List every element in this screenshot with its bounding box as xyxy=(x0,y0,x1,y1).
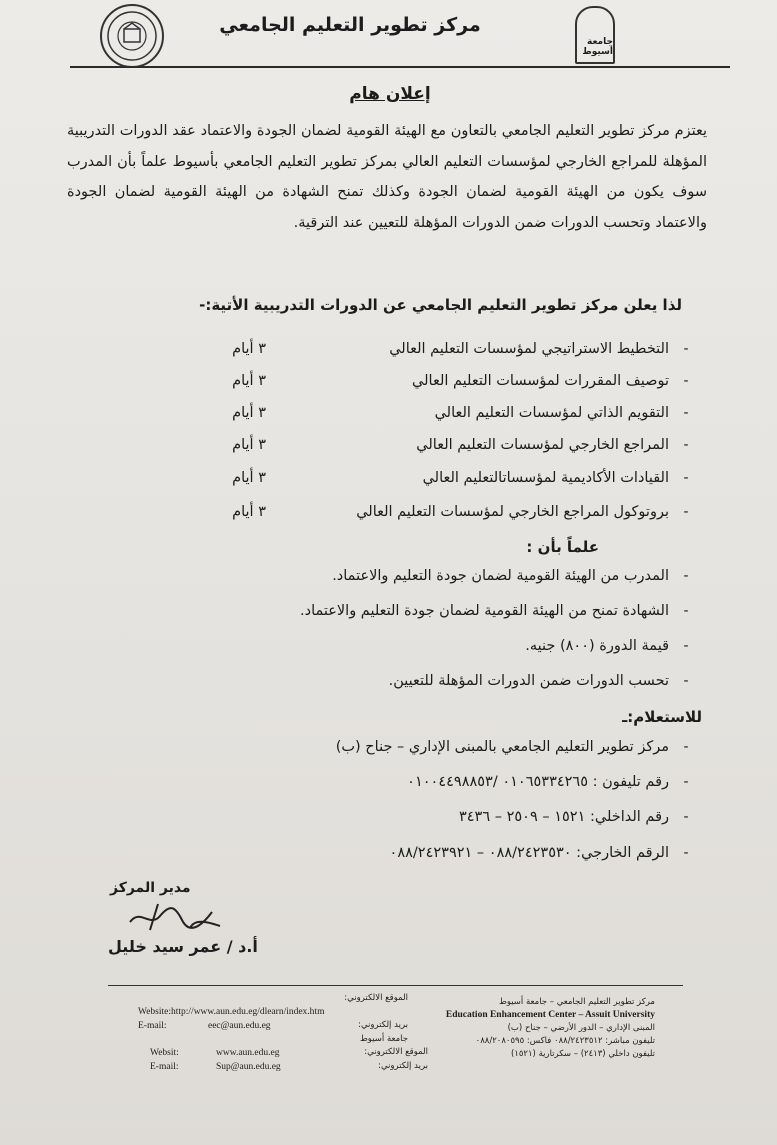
signatory-name: أ.د / عمر سيد خليل xyxy=(108,937,258,956)
bullet-dash: - xyxy=(683,673,689,689)
bullet-dash: - xyxy=(683,504,689,520)
bullet-dash: - xyxy=(683,809,689,825)
bullet-dash: - xyxy=(683,341,689,357)
bullet-dash: - xyxy=(683,845,689,861)
bullet-dash: - xyxy=(683,739,689,755)
footer-email-link[interactable]: eec@aun.edu.eg xyxy=(208,1021,271,1031)
course-name: التقويم الذاتي لمؤسسات التعليم العالي xyxy=(434,405,669,421)
notes-heading: علماً بأن : xyxy=(526,538,599,556)
note-text: المدرب من الهيئة القومية لضمان جودة التعليم والاعتماد. xyxy=(332,568,669,584)
footer-divider xyxy=(108,985,683,986)
course-days: ٣ أيام xyxy=(232,504,266,520)
university-seal-icon xyxy=(100,4,164,68)
footer-email2-link[interactable]: Sup@aun.edu.eg xyxy=(216,1062,281,1072)
footer-email2-row xyxy=(138,1060,428,1074)
bullet-dash: - xyxy=(683,437,689,453)
logo-text: جامعة أسيوط xyxy=(582,37,613,57)
course-name: التخطيط الاستراتيجي لمؤسسات التعليم العالي xyxy=(389,341,669,357)
course-days: ٣ أيام xyxy=(232,405,266,421)
header-title: مركز تطوير التعليم الجامعي xyxy=(219,14,481,36)
header-divider xyxy=(70,66,730,68)
footer-label-website2: الموقع الالكتروني: xyxy=(364,1047,428,1057)
inquiry-heading: للاستعلام:ـ xyxy=(622,708,702,726)
bullet-dash: - xyxy=(683,568,689,584)
footer-phone-fax: تليفون مباشر: ٠٨٨/٢٤٢٣٥١٢ فاكس: ٠٨٨/٢٠٨٠٥٩٥ xyxy=(475,1036,655,1046)
footer-center-name-en: Education Enhancement Center – Assuit University xyxy=(445,1010,655,1020)
course-name: القيادات الأكاديمية لمؤسساتالتعليم العالي xyxy=(422,470,669,486)
course-name: توصيف المقررات لمؤسسات التعليم العالي xyxy=(412,373,669,389)
bullet-dash: - xyxy=(683,774,689,790)
footer-email-label: E-mail: xyxy=(138,1021,167,1031)
course-days: ٣ أيام xyxy=(232,341,266,357)
bullet-dash: - xyxy=(683,638,689,654)
footer-center-name: مركز تطوير التعليم الجامعي – جامعة أسيوط xyxy=(498,997,655,1007)
course-days: ٣ أيام xyxy=(232,437,266,453)
inquiry-text: رقم الداخلي: ١٥٢١ – ٢٥٠٩ – ٣٤٣٦ xyxy=(458,809,669,825)
inquiry-text: رقم تليفون : ٠١٠٦٥٣٣٤٢٦٥ /٠١٠٠٤٤٩٨٨٥٣ xyxy=(407,774,669,790)
footer-left-block xyxy=(138,992,428,1074)
footer-label-email: بريد إلكتروني: xyxy=(358,1020,408,1030)
footer-website2-label: Websit: xyxy=(150,1048,179,1058)
handwritten-signature xyxy=(120,898,240,938)
footer-email-row xyxy=(138,1019,428,1033)
inquiry-text: مركز تطوير التعليم الجامعي بالمبنى الإداري – جناح (ب) xyxy=(335,739,669,755)
announcement-title: إعلان هام xyxy=(349,84,431,104)
course-name: المراجع الخارجي لمؤسسات التعليم العالي xyxy=(416,437,669,453)
footer-website2-row xyxy=(138,1046,428,1060)
footer-label-website: الموقع الالكتروني: xyxy=(344,993,408,1003)
footer-address: المبنى الإداري – الدور الأرضي – جناح (ب) xyxy=(507,1023,655,1033)
bullet-dash: - xyxy=(683,405,689,421)
footer-label-email2: بريد إلكتروني: xyxy=(378,1061,428,1071)
note-text: الشهادة تمنح من الهيئة القومية لضمان جودة التعليم والاعتماد. xyxy=(300,603,669,619)
signature-title: مدير المركز xyxy=(110,880,191,896)
assiut-university-logo-icon xyxy=(575,6,615,64)
bullet-dash: - xyxy=(683,603,689,619)
footer-website-link[interactable]: Website:http://www.aun.edu.eg/dlearn/index.htm xyxy=(138,1007,325,1017)
course-days: ٣ أيام xyxy=(232,470,266,486)
footer-website2-link[interactable]: www.aun.edu.eg xyxy=(216,1048,280,1058)
bullet-dash: - xyxy=(683,373,689,389)
note-text: تحسب الدورات ضمن الدورات المؤهلة للتعيين. xyxy=(388,673,669,689)
footer-internal-phone: تليفون داخلي (٢٤١٣) – سكرتارية (١٥٢١) xyxy=(510,1049,655,1059)
course-days: ٣ أيام xyxy=(232,373,266,389)
footer-label-university: جامعة أسيوط xyxy=(359,1034,408,1044)
courses-lead: لذا يعلن مركز تطوير التعليم الجامعي عن الدورات التدريبية الأتية:- xyxy=(199,296,682,314)
inquiry-text: الرقم الخارجي: ٠٨٨/٢٤٢٣٥٣٠ – ٠٨٨/٢٤٢٣٩٢١ xyxy=(389,845,669,861)
intro-paragraph: يعتزم مركز تطوير التعليم الجامعي بالتعاون مع الهيئة القومية لضمان الجودة والاعتماد عقد الدورات التدريبية المؤهلة للمراجع الخارجي لمؤسسات التعليم العالي بمركز تطوير التعليم الجامعي بأسيوط علماً بأن المدرب سوف يكون من الهيئة القومية لضمان الجودة وكذلك تمنح الشهادة من الهيئة القومية لضمان الجودة والاعتماد وتحسب الدورات ضمن الدورات المؤهلة للتعيين عند الترقية. xyxy=(67,123,707,231)
note-text: قيمة الدورة (٨٠٠) جنيه. xyxy=(525,638,669,654)
bullet-dash: - xyxy=(683,470,689,486)
course-name: بروتوكول المراجع الخارجي لمؤسسات التعليم العالي xyxy=(356,504,669,520)
footer-email2-label: E-mail: xyxy=(150,1062,179,1072)
